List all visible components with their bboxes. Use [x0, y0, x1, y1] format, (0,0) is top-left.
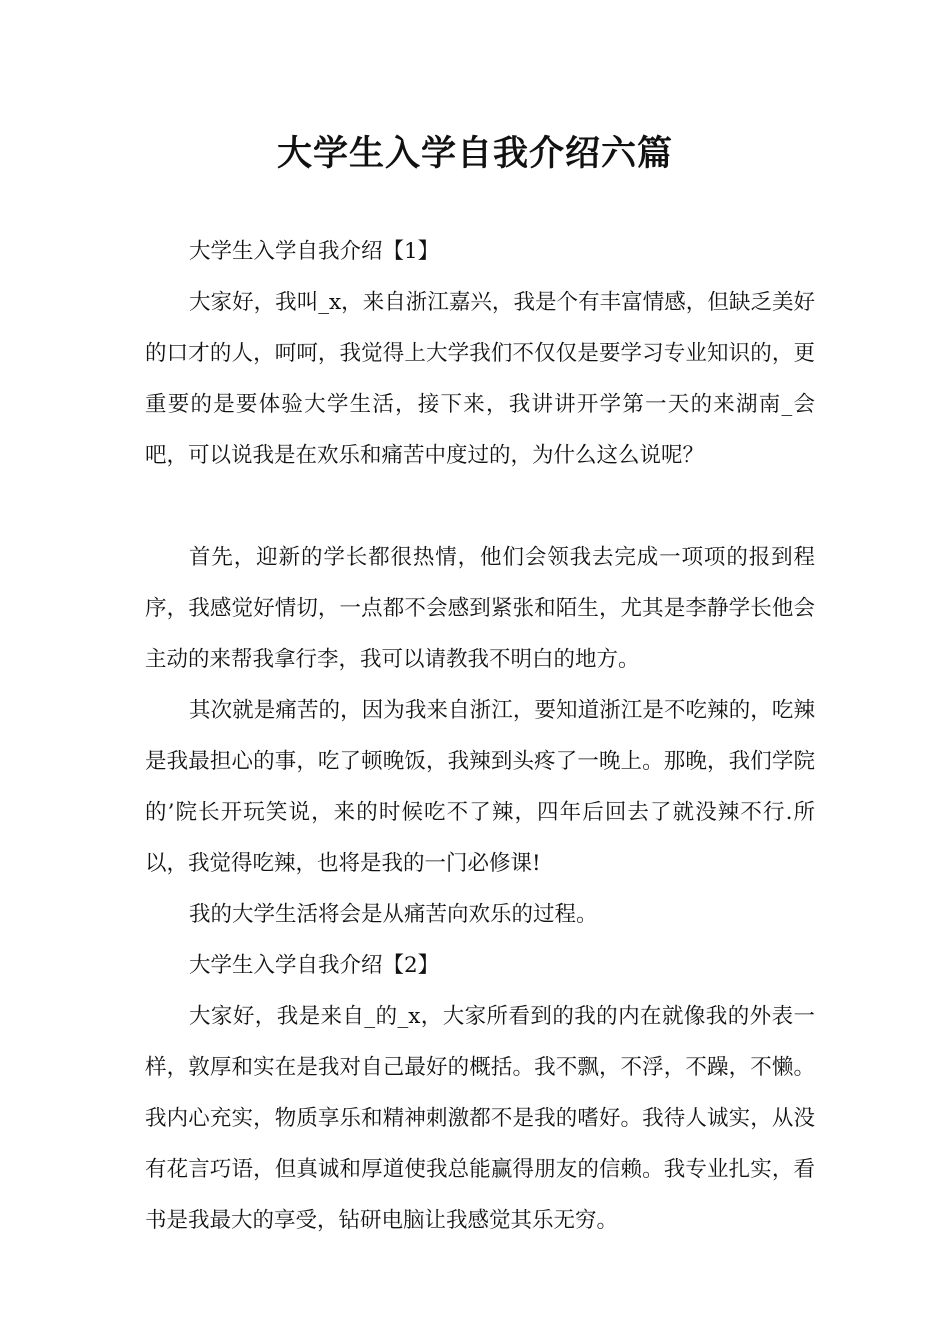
section-heading-1: 大学生入学自我介绍【1】	[189, 239, 440, 264]
paragraph: 其次就是痛苦的，因为我来自浙江，要知道浙江是不吃辣的，吃辣是我最担心的事，吃了顿晚饭，我辣到头疼了一晚上。那晚，我们学院的’院长开玩笑说，来的时候吃不了辣，四年后回去了就没辣不行.所以，我觉得吃辣，也将是我的一门必修课!	[145, 698, 815, 876]
document-body	[145, 226, 815, 1246]
paragraph: 我的大学生活将会是从痛苦向欢乐的过程。	[189, 902, 598, 927]
paragraph: 首先，迎新的学长都很热情，他们会领我去完成一项项的报到程序，我感觉好情切，一点都不会感到紧张和陌生，尤其是李静学长他会主动的来帮我拿行李，我可以请教我不明白的地方。	[145, 545, 815, 672]
paragraph: 大家好，我是来自_的_x，大家所看到的我的内在就像我的外表一样，敦厚和实在是我对自己最好的概括。我不飘，不浮，不躁，不懒。我内心充实，物质享乐和精神刺激都不是我的嗜好。我待人诚实，从没有花言巧语，但真诚和厚道使我总能赢得朋友的信赖。我专业扎实，看书是我最大的享受，钻研电脑让我感觉其乐无穷。	[145, 1004, 815, 1233]
document-title: 大学生入学自我介绍六篇	[276, 134, 673, 174]
paragraph: 大家好，我叫_x，来自浙江嘉兴，我是个有丰富情感，但缺乏美好的口才的人，呵呵，我觉得上大学我们不仅仅是要学习专业知识的，更重要的是要体验大学生活，接下来，我讲讲开学第一天的来湖南_会吧，可以说我是在欢乐和痛苦中度过的，为什么这么说呢？	[145, 290, 815, 468]
section-heading-2: 大学生入学自我介绍【2】	[189, 953, 440, 978]
